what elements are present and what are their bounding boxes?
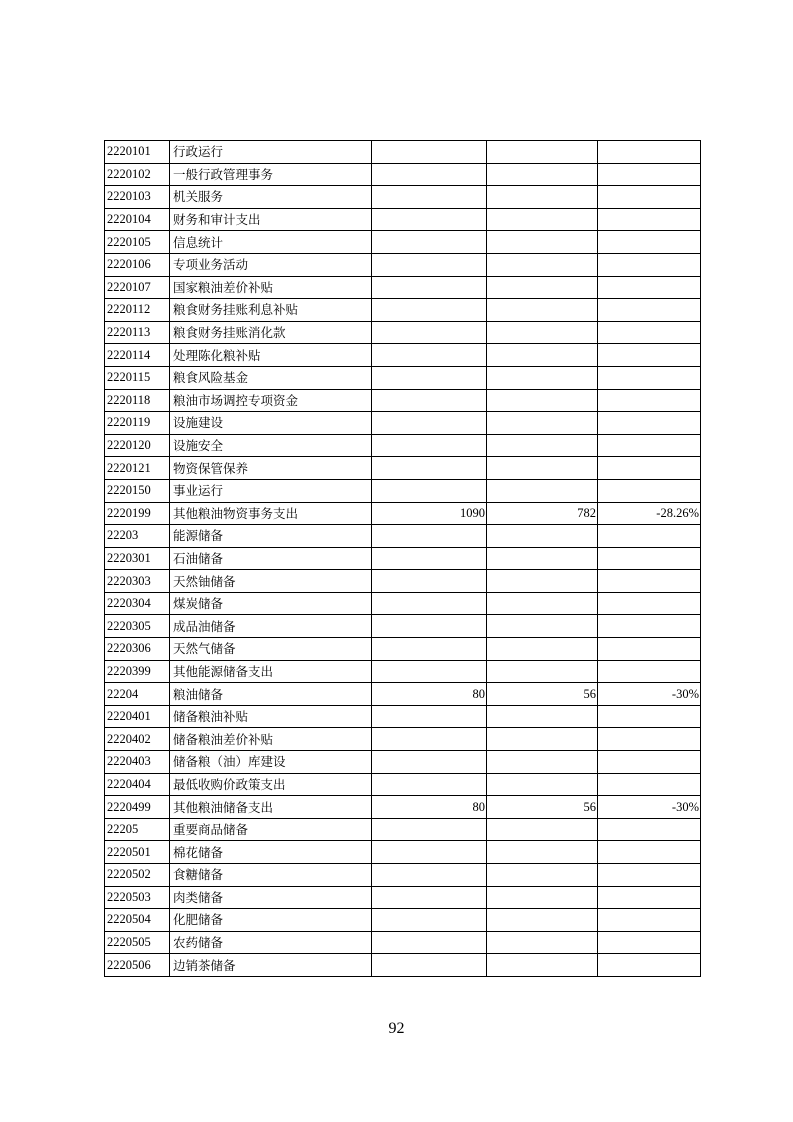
row-value-3 bbox=[598, 186, 701, 209]
row-value-3 bbox=[598, 299, 701, 322]
row-value-2 bbox=[487, 909, 598, 932]
row-value-3 bbox=[598, 163, 701, 186]
row-code: 2220105 bbox=[105, 231, 170, 254]
row-value-3 bbox=[598, 208, 701, 231]
row-value-2 bbox=[487, 412, 598, 435]
table-body bbox=[105, 141, 701, 977]
row-value-3: -30% bbox=[598, 796, 701, 819]
table-row bbox=[105, 728, 701, 751]
row-value-3 bbox=[598, 660, 701, 683]
row-value-2 bbox=[487, 592, 598, 615]
table-row bbox=[105, 751, 701, 774]
row-name: 化肥储备 bbox=[170, 909, 372, 932]
row-code: 2220106 bbox=[105, 253, 170, 276]
row-value-3 bbox=[598, 886, 701, 909]
row-value-1 bbox=[372, 344, 487, 367]
row-name: 信息统计 bbox=[170, 231, 372, 254]
row-value-2 bbox=[487, 886, 598, 909]
table-row bbox=[105, 525, 701, 548]
row-value-1: 80 bbox=[372, 683, 487, 706]
row-value-3 bbox=[598, 841, 701, 864]
row-value-1 bbox=[372, 434, 487, 457]
row-value-1 bbox=[372, 321, 487, 344]
row-value-2 bbox=[487, 773, 598, 796]
row-value-3 bbox=[598, 276, 701, 299]
row-code: 2220501 bbox=[105, 841, 170, 864]
table-row bbox=[105, 208, 701, 231]
row-value-3 bbox=[598, 705, 701, 728]
row-value-3 bbox=[598, 592, 701, 615]
row-value-1 bbox=[372, 253, 487, 276]
table-row bbox=[105, 457, 701, 480]
table-row bbox=[105, 141, 701, 164]
row-code: 2220103 bbox=[105, 186, 170, 209]
row-value-3 bbox=[598, 751, 701, 774]
row-value-1 bbox=[372, 931, 487, 954]
row-value-3 bbox=[598, 457, 701, 480]
row-name: 储备粮（油）库建设 bbox=[170, 751, 372, 774]
row-name: 粮食财务挂账利息补贴 bbox=[170, 299, 372, 322]
row-code: 2220301 bbox=[105, 547, 170, 570]
row-value-2 bbox=[487, 366, 598, 389]
table-row bbox=[105, 615, 701, 638]
row-code: 2220114 bbox=[105, 344, 170, 367]
table-row bbox=[105, 570, 701, 593]
row-value-2 bbox=[487, 615, 598, 638]
row-code: 2220303 bbox=[105, 570, 170, 593]
row-value-3 bbox=[598, 253, 701, 276]
budget-table bbox=[104, 140, 701, 977]
row-code: 2220120 bbox=[105, 434, 170, 457]
row-code: 2220502 bbox=[105, 864, 170, 887]
row-value-2 bbox=[487, 457, 598, 480]
row-value-2 bbox=[487, 276, 598, 299]
row-name: 肉类储备 bbox=[170, 886, 372, 909]
row-value-3 bbox=[598, 638, 701, 661]
row-code: 2220199 bbox=[105, 502, 170, 525]
row-name: 食糖储备 bbox=[170, 864, 372, 887]
row-value-3 bbox=[598, 773, 701, 796]
row-name: 粮油市场调控专项资金 bbox=[170, 389, 372, 412]
row-name: 煤炭储备 bbox=[170, 592, 372, 615]
row-value-1 bbox=[372, 366, 487, 389]
table-row bbox=[105, 909, 701, 932]
row-value-2 bbox=[487, 231, 598, 254]
row-value-1 bbox=[372, 954, 487, 977]
row-value-1 bbox=[372, 818, 487, 841]
row-value-2 bbox=[487, 570, 598, 593]
row-value-1 bbox=[372, 773, 487, 796]
row-name: 财务和审计支出 bbox=[170, 208, 372, 231]
row-value-1 bbox=[372, 276, 487, 299]
table-row bbox=[105, 344, 701, 367]
row-value-2: 782 bbox=[487, 502, 598, 525]
row-value-3 bbox=[598, 231, 701, 254]
row-code: 2220150 bbox=[105, 479, 170, 502]
row-value-3 bbox=[598, 479, 701, 502]
row-name: 储备粮油补贴 bbox=[170, 705, 372, 728]
row-name: 粮食财务挂账消化款 bbox=[170, 321, 372, 344]
table-row bbox=[105, 931, 701, 954]
table-row bbox=[105, 434, 701, 457]
row-value-3 bbox=[598, 570, 701, 593]
row-value-1 bbox=[372, 592, 487, 615]
table-row bbox=[105, 276, 701, 299]
table-row bbox=[105, 547, 701, 570]
table-row bbox=[105, 773, 701, 796]
row-value-2 bbox=[487, 751, 598, 774]
row-value-2 bbox=[487, 525, 598, 548]
row-value-2 bbox=[487, 321, 598, 344]
row-code: 2220505 bbox=[105, 931, 170, 954]
row-code: 2220499 bbox=[105, 796, 170, 819]
row-value-2 bbox=[487, 344, 598, 367]
row-code: 2220102 bbox=[105, 163, 170, 186]
table-row bbox=[105, 796, 701, 819]
table-row bbox=[105, 864, 701, 887]
row-value-3 bbox=[598, 931, 701, 954]
row-name: 边销茶储备 bbox=[170, 954, 372, 977]
row-value-1 bbox=[372, 728, 487, 751]
row-code: 2220121 bbox=[105, 457, 170, 480]
table-row bbox=[105, 502, 701, 525]
row-code: 2220107 bbox=[105, 276, 170, 299]
row-value-3 bbox=[598, 547, 701, 570]
row-name: 最低收购价政策支出 bbox=[170, 773, 372, 796]
row-name: 储备粮油差价补贴 bbox=[170, 728, 372, 751]
table-row bbox=[105, 299, 701, 322]
row-code: 2220118 bbox=[105, 389, 170, 412]
row-code: 2220104 bbox=[105, 208, 170, 231]
table-row bbox=[105, 660, 701, 683]
row-value-2 bbox=[487, 728, 598, 751]
row-value-1 bbox=[372, 886, 487, 909]
row-name: 国家粮油差价补贴 bbox=[170, 276, 372, 299]
row-value-1 bbox=[372, 208, 487, 231]
row-value-1 bbox=[372, 841, 487, 864]
row-code: 22205 bbox=[105, 818, 170, 841]
row-value-2 bbox=[487, 163, 598, 186]
row-value-1 bbox=[372, 660, 487, 683]
row-value-2 bbox=[487, 841, 598, 864]
row-value-2 bbox=[487, 660, 598, 683]
row-name: 机关服务 bbox=[170, 186, 372, 209]
row-value-2 bbox=[487, 186, 598, 209]
row-value-3: -30% bbox=[598, 683, 701, 706]
row-code: 2220399 bbox=[105, 660, 170, 683]
row-name: 成品油储备 bbox=[170, 615, 372, 638]
row-value-2 bbox=[487, 547, 598, 570]
table-row bbox=[105, 479, 701, 502]
table-row bbox=[105, 638, 701, 661]
row-value-2 bbox=[487, 705, 598, 728]
row-value-3 bbox=[598, 321, 701, 344]
row-value-2 bbox=[487, 864, 598, 887]
table-row bbox=[105, 186, 701, 209]
table-row bbox=[105, 592, 701, 615]
row-value-1 bbox=[372, 389, 487, 412]
row-value-1 bbox=[372, 412, 487, 435]
row-value-1 bbox=[372, 615, 487, 638]
table-row bbox=[105, 705, 701, 728]
row-name: 事业运行 bbox=[170, 479, 372, 502]
row-code: 2220401 bbox=[105, 705, 170, 728]
row-value-2 bbox=[487, 208, 598, 231]
row-value-2: 56 bbox=[487, 683, 598, 706]
table-row bbox=[105, 366, 701, 389]
row-code: 2220113 bbox=[105, 321, 170, 344]
row-value-1 bbox=[372, 141, 487, 164]
row-value-1 bbox=[372, 570, 487, 593]
row-value-1 bbox=[372, 479, 487, 502]
row-value-1 bbox=[372, 909, 487, 932]
row-value-1 bbox=[372, 163, 487, 186]
row-name: 其他能源储备支出 bbox=[170, 660, 372, 683]
row-name: 其他粮油储备支出 bbox=[170, 796, 372, 819]
row-name: 专项业务活动 bbox=[170, 253, 372, 276]
row-value-3 bbox=[598, 412, 701, 435]
row-name: 设施安全 bbox=[170, 434, 372, 457]
row-value-3: -28.26% bbox=[598, 502, 701, 525]
row-value-3 bbox=[598, 954, 701, 977]
row-value-2 bbox=[487, 389, 598, 412]
row-value-2 bbox=[487, 434, 598, 457]
row-value-2 bbox=[487, 299, 598, 322]
row-value-1 bbox=[372, 547, 487, 570]
table-row bbox=[105, 321, 701, 344]
row-value-1 bbox=[372, 525, 487, 548]
table-row bbox=[105, 886, 701, 909]
row-value-1 bbox=[372, 864, 487, 887]
row-value-3 bbox=[598, 434, 701, 457]
row-value-2 bbox=[487, 638, 598, 661]
row-code: 2220115 bbox=[105, 366, 170, 389]
row-name: 棉花储备 bbox=[170, 841, 372, 864]
row-code: 2220403 bbox=[105, 751, 170, 774]
row-value-3 bbox=[598, 615, 701, 638]
row-value-3 bbox=[598, 728, 701, 751]
row-name: 粮油储备 bbox=[170, 683, 372, 706]
row-name: 能源储备 bbox=[170, 525, 372, 548]
row-value-2 bbox=[487, 931, 598, 954]
table-row bbox=[105, 412, 701, 435]
row-value-1 bbox=[372, 299, 487, 322]
row-value-3 bbox=[598, 864, 701, 887]
row-code: 2220112 bbox=[105, 299, 170, 322]
row-value-3 bbox=[598, 525, 701, 548]
row-code: 2220304 bbox=[105, 592, 170, 615]
row-value-3 bbox=[598, 389, 701, 412]
row-name: 行政运行 bbox=[170, 141, 372, 164]
row-code: 2220404 bbox=[105, 773, 170, 796]
row-value-2 bbox=[487, 141, 598, 164]
row-value-2: 56 bbox=[487, 796, 598, 819]
row-name: 一般行政管理事务 bbox=[170, 163, 372, 186]
row-value-1 bbox=[372, 457, 487, 480]
row-code: 22203 bbox=[105, 525, 170, 548]
table-row bbox=[105, 818, 701, 841]
row-value-3 bbox=[598, 366, 701, 389]
row-name: 处理陈化粮补贴 bbox=[170, 344, 372, 367]
row-code: 2220402 bbox=[105, 728, 170, 751]
row-value-2 bbox=[487, 818, 598, 841]
table-row bbox=[105, 683, 701, 706]
row-name: 石油储备 bbox=[170, 547, 372, 570]
row-name: 天然铀储备 bbox=[170, 570, 372, 593]
table-row bbox=[105, 841, 701, 864]
row-name: 其他粮油物资事务支出 bbox=[170, 502, 372, 525]
row-code: 2220506 bbox=[105, 954, 170, 977]
row-value-1 bbox=[372, 638, 487, 661]
row-code: 2220101 bbox=[105, 141, 170, 164]
table-row bbox=[105, 163, 701, 186]
row-code: 2220306 bbox=[105, 638, 170, 661]
row-value-3 bbox=[598, 909, 701, 932]
table-row bbox=[105, 389, 701, 412]
row-value-2 bbox=[487, 954, 598, 977]
row-value-1: 80 bbox=[372, 796, 487, 819]
row-value-1: 1090 bbox=[372, 502, 487, 525]
table-row bbox=[105, 954, 701, 977]
row-value-1 bbox=[372, 186, 487, 209]
row-name: 农药储备 bbox=[170, 931, 372, 954]
row-code: 22204 bbox=[105, 683, 170, 706]
row-name: 粮食风险基金 bbox=[170, 366, 372, 389]
table-row bbox=[105, 253, 701, 276]
row-code: 2220305 bbox=[105, 615, 170, 638]
row-value-2 bbox=[487, 479, 598, 502]
row-code: 2220504 bbox=[105, 909, 170, 932]
row-value-3 bbox=[598, 818, 701, 841]
row-code: 2220119 bbox=[105, 412, 170, 435]
row-value-3 bbox=[598, 344, 701, 367]
row-value-1 bbox=[372, 751, 487, 774]
row-name: 物资保管保养 bbox=[170, 457, 372, 480]
row-name: 天然气储备 bbox=[170, 638, 372, 661]
page-number: 92 bbox=[388, 1020, 405, 1037]
row-code: 2220503 bbox=[105, 886, 170, 909]
row-value-3 bbox=[598, 141, 701, 164]
table-row bbox=[105, 231, 701, 254]
row-value-1 bbox=[372, 231, 487, 254]
row-value-2 bbox=[487, 253, 598, 276]
row-value-1 bbox=[372, 705, 487, 728]
row-name: 重要商品储备 bbox=[170, 818, 372, 841]
row-name: 设施建设 bbox=[170, 412, 372, 435]
